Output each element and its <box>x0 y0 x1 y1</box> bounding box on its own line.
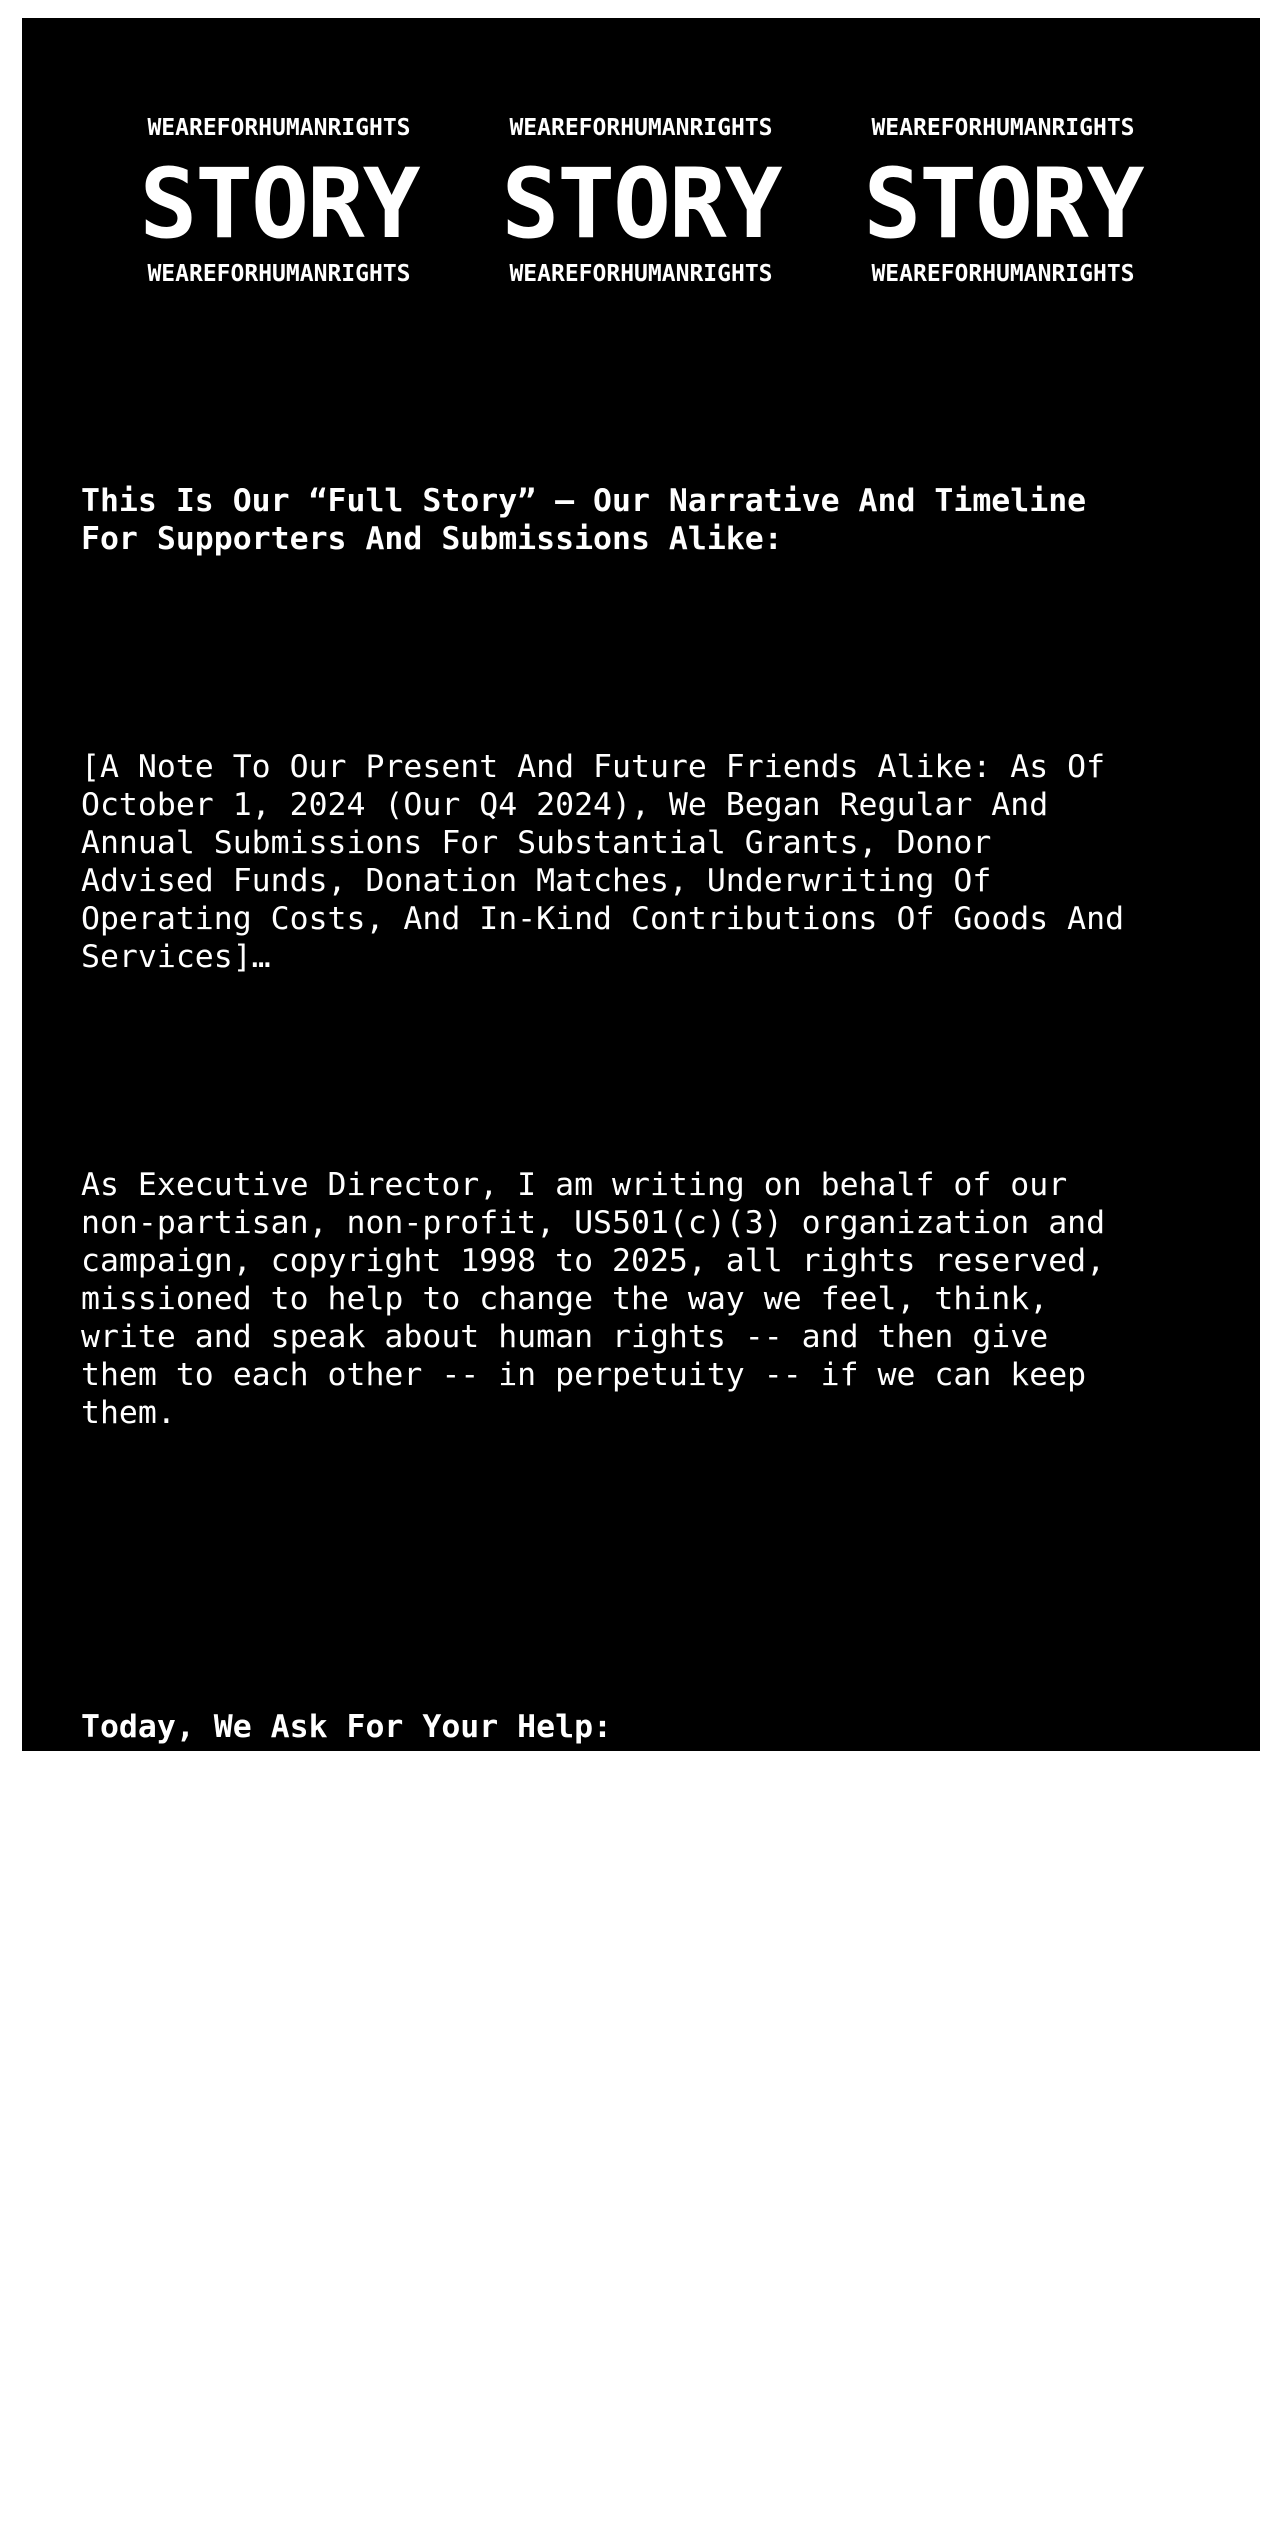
masthead-title: STORY <box>139 148 419 260</box>
masthead-tagline-bottom: WEAREFORHUMANRIGHTS <box>147 261 411 287</box>
document-body <box>81 406 1221 2544</box>
masthead-column <box>491 113 791 289</box>
masthead-tagline-top: WEAREFORHUMANRIGHTS <box>871 115 1135 141</box>
masthead-tagline-bottom: WEAREFORHUMANRIGHTS <box>871 261 1135 287</box>
note-paragraph: [A Note To Our Present And Future Friends Alike: As Of October 1, 2024 (Our Q4 2024), We Began Regular And Annual Submissions For Substantial Grants, Donor Advised Funds, Donation Matches, Underwriting Of Operating Costs, And In-Kind Contributions Of Goods And Services]… <box>81 749 1125 975</box>
section-heading-ask-help: Today, We Ask For Your Help: <box>81 1709 613 1745</box>
masthead-column <box>129 113 429 289</box>
masthead-tagline-top: WEAREFORHUMANRIGHTS <box>147 115 411 141</box>
document-panel <box>22 18 1260 2467</box>
masthead <box>22 113 1260 289</box>
body-paragraph: We thank you in advance for taking the time to read this comprehensive writing and to meet with us in <box>81 2393 1049 2467</box>
masthead-tagline-bottom: WEAREFORHUMANRIGHTS <box>509 261 773 287</box>
masthead-title: STORY <box>863 148 1143 260</box>
section-heading-full-story: This Is Our “Full Story” – Our Narrative And Timeline For Supporters And Submissions Alike: <box>81 483 1087 557</box>
masthead-tagline-top: WEAREFORHUMANRIGHTS <box>509 115 773 141</box>
masthead-title: STORY <box>501 148 781 260</box>
body-paragraph: After more than a quarter-century and 1-million miles on the road spent researching, developing and building our supporter-supported organization and campaign, we are ready to embrace the perpetual process of becoming a submission-supported organization and campaign as well (for the long-run -- literally -- more on that below). <box>81 1937 1106 2201</box>
intro-paragraph: As Executive Director, I am writing on behalf of our non-partisan, non-profit, US501(c)(3) organization and campaign, copyright 1998 to 2025, all rights reserved, missioned to help to change the way we feel, think, write and speak about human rights -- and then give them to each other -- in perpetuity -- if we can keep them. <box>81 1167 1106 1431</box>
masthead-column <box>853 113 1153 289</box>
